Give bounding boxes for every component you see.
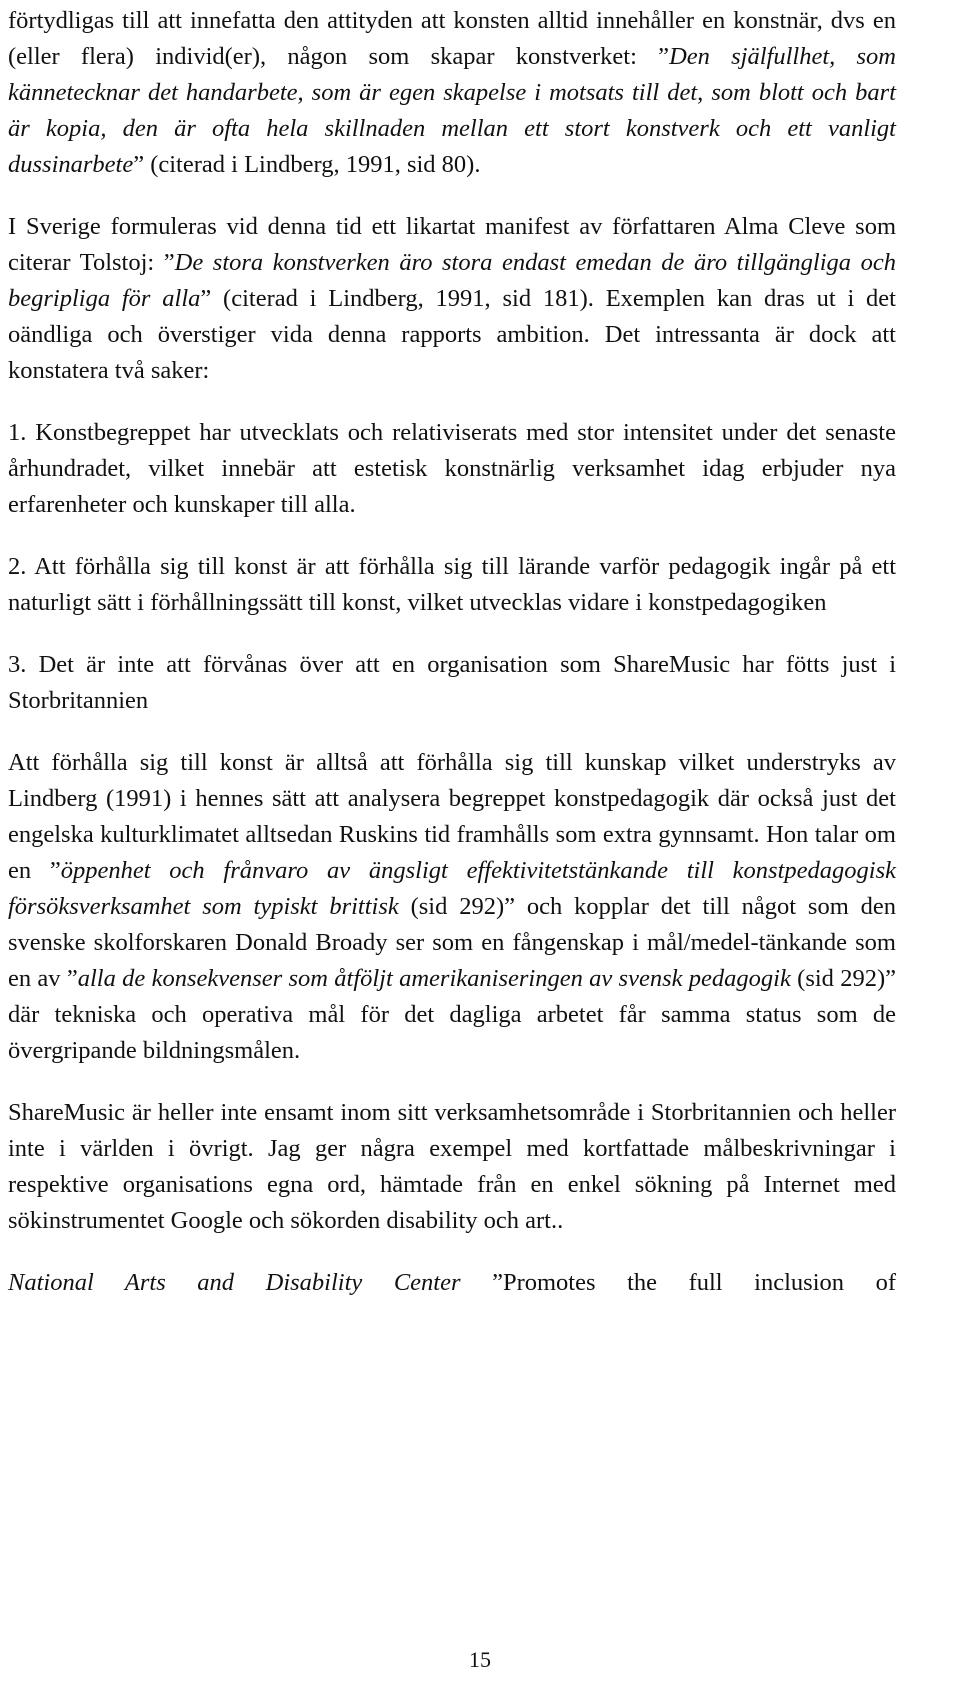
numbered-point (8, 415, 896, 523)
paragraph (8, 745, 896, 1069)
text-run: (sid 292)” och kopplar det till något som den svenske skolforskaren Donald Broady ser som en fångenskap i mål/medel-tänkande som en av ” (8, 893, 896, 992)
quotation-italic: alla de konsekvenser som åtföljt amerikaniseringen av svensk pedagogik (77, 965, 791, 992)
quotation-italic: öppenhet och frånvaro av ängsligt effektivitetstänkande till konstpedagogisk försöksverksamhet som typiskt brittisk (8, 857, 896, 920)
text-run: ” (citerad i Lindberg, 1991, sid 181). Exemplen kan dras ut i det oändliga och överstiger vida denna rapports ambition. Det intressanta är dock att konstatera två saker: (8, 285, 896, 384)
paragraph (8, 1265, 896, 1301)
text-run: 1. Konstbegreppet har utvecklats och relativiserats med stor intensitet under det senaste århundradet, vilket innebär att estetisk konstnärlig verksamhet idag erbjuder nya erfarenheter och kunskaper till alla. (8, 419, 896, 518)
document-page (8, 0, 896, 1301)
text-run: 3. Det är inte att förvånas över att en organisation som ShareMusic har fötts just i Storbritannien (8, 651, 896, 714)
text-run: Att förhålla sig till konst är alltså att förhålla sig till kunskap vilket understryks av Lindberg (1991) i hennes sätt att analysera begreppet konstpedagogik där också just det engelska kulturklimatet alltsedan Ruskins tid framhålls som extra gynnsamt. Hon talar om en ” (8, 749, 896, 884)
organization-name-italic: National Arts and Disability Center (8, 1269, 461, 1296)
paragraph (8, 1095, 896, 1239)
text-run: (sid 292)” där tekniska och operativa mål för det dagliga arbetet får samma status som de övergripande bildningsmålen. (8, 965, 896, 1064)
paragraph (8, 3, 896, 183)
page-number: 15 (469, 1647, 491, 1672)
text-run: ShareMusic är heller inte ensamt inom sitt verksamhetsområde i Storbritannien och heller inte i världen i övrigt. Jag ger några exempel med kortfattade målbeskrivningar i respektive organisations egna ord, hämtade från en enkel sökning på Internet med sökinstrumentet Google och sökorden disability och art.. (8, 1099, 896, 1234)
quotation-italic: Den själfullhet, som kännetecknar det handarbete, som är egen skapelse i motsats till det, som blott och bart är kopia, den är ofta hela skillnaden mellan ett stort konstverk och ett vanligt dussinarbete (8, 43, 896, 178)
paragraph (8, 209, 896, 389)
text-run: I Sverige formuleras vid denna tid ett likartat manifest av författaren Alma Cleve som citerar Tolstoj: ” (8, 213, 896, 276)
text-run: ”Promotes the full inclusion of (460, 1269, 896, 1296)
quotation-italic: De stora konstverken äro stora endast emedan de äro tillgängliga och begripliga för alla (8, 249, 896, 312)
text-run: förtydligas till att innefatta den attityden att konsten alltid innehåller en konstnär, dvs en (eller flera) individ(er), någon som skapar konstverket: ” (8, 7, 896, 70)
text-run: 2. Att förhålla sig till konst är att förhålla sig till lärande varför pedagogik ingår på ett naturligt sätt i förhållningssätt till konst, vilket utvecklas vidare i konstpedagogiken (8, 553, 896, 616)
numbered-point (8, 549, 896, 621)
text-run: ” (citerad i Lindberg, 1991, sid 80). (133, 151, 481, 178)
numbered-point (8, 647, 896, 719)
